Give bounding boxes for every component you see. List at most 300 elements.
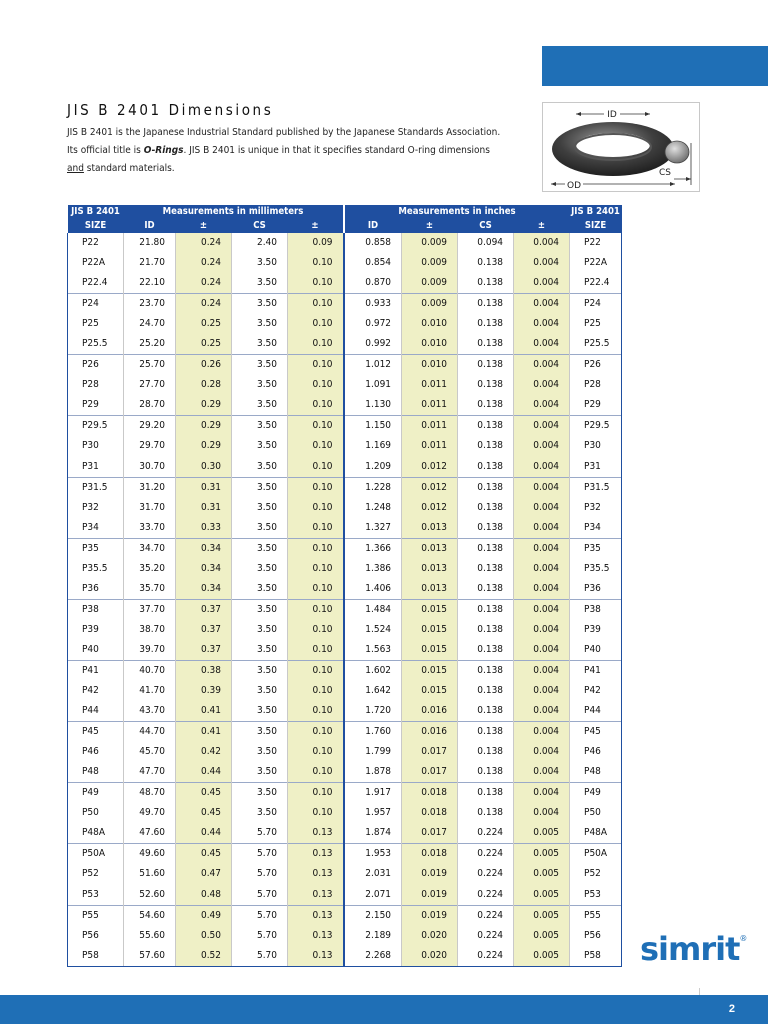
- cell-cs-in: 0.224: [458, 823, 514, 844]
- cell-id-tol-mm: 0.37: [176, 599, 232, 620]
- cell-size-right: P35.5: [570, 559, 622, 579]
- cell-size-right: P44: [570, 701, 622, 722]
- cell-cs-tol-mm: 0.10: [288, 273, 344, 294]
- cell-cs-tol-mm: 0.10: [288, 538, 344, 559]
- cell-id-tol-mm: 0.50: [176, 926, 232, 946]
- cell-id-tol-mm: 0.45: [176, 803, 232, 823]
- cell-size-right: P40: [570, 640, 622, 661]
- cell-cs-mm: 3.50: [232, 314, 288, 334]
- cell-cs-mm: 5.70: [232, 823, 288, 844]
- table-row: [68, 314, 622, 334]
- cell-id-tol-mm: 0.28: [176, 375, 232, 395]
- cell-id-tol-mm: 0.29: [176, 416, 232, 437]
- cell-cs-in: 0.138: [458, 294, 514, 315]
- cell-cs-mm: 3.50: [232, 538, 288, 559]
- cell-id-in: 1.209: [344, 457, 402, 478]
- cell-cs-in: 0.224: [458, 946, 514, 967]
- cell-cs-tol-mm: 0.13: [288, 946, 344, 967]
- cell-id-tol-mm: 0.26: [176, 355, 232, 376]
- cell-size: P40: [68, 640, 124, 661]
- cell-cs-tol-mm: 0.10: [288, 416, 344, 437]
- cell-id-tol-mm: 0.34: [176, 559, 232, 579]
- cell-cs-in: 0.138: [458, 518, 514, 539]
- dimensions-table: [67, 205, 622, 967]
- cell-cs-tol-in: 0.005: [514, 946, 570, 967]
- cell-id-in: 1.327: [344, 518, 402, 539]
- table-row: [68, 681, 622, 701]
- cell-size: P31.5: [68, 477, 124, 498]
- page-number: 2: [728, 1003, 735, 1015]
- cell-id-mm: 37.70: [124, 599, 176, 620]
- cell-size: P55: [68, 905, 124, 926]
- cell-cs-tol-mm: 0.10: [288, 334, 344, 355]
- cell-id-tol-mm: 0.45: [176, 783, 232, 804]
- cell-size: P38: [68, 599, 124, 620]
- cell-id-mm: 21.70: [124, 253, 176, 273]
- cell-cs-tol-mm: 0.10: [288, 498, 344, 518]
- intro-line-2-pre: Its official title is: [67, 145, 144, 156]
- od-label: OD: [566, 181, 582, 191]
- cell-cs-tol-mm: 0.13: [288, 905, 344, 926]
- cell-cs-mm: 5.70: [232, 844, 288, 865]
- cell-size: P24: [68, 294, 124, 315]
- cell-size-right: P34: [570, 518, 622, 539]
- cell-cs-tol-mm: 0.13: [288, 926, 344, 946]
- cell-id-in: 1.169: [344, 436, 402, 456]
- cell-size-right: P22: [570, 233, 622, 253]
- header-col-size-right: SIZE: [570, 219, 622, 233]
- cell-cs-tol-mm: 0.10: [288, 559, 344, 579]
- cell-size: P22.4: [68, 273, 124, 294]
- cell-cs-tol-mm: 0.10: [288, 722, 344, 743]
- cell-id-tol-in: 0.009: [402, 253, 458, 273]
- cell-id-tol-in: 0.015: [402, 660, 458, 681]
- cell-cs-tol-in: 0.004: [514, 498, 570, 518]
- cell-cs-tol-mm: 0.10: [288, 742, 344, 762]
- table-row: [68, 599, 622, 620]
- cell-id-tol-in: 0.013: [402, 518, 458, 539]
- cell-size: P56: [68, 926, 124, 946]
- cell-id-tol-mm: 0.48: [176, 885, 232, 906]
- cell-cs-mm: 3.50: [232, 416, 288, 437]
- table-row: [68, 559, 622, 579]
- cell-id-in: 1.150: [344, 416, 402, 437]
- cell-id-tol-mm: 0.44: [176, 762, 232, 783]
- cell-cs-tol-mm: 0.13: [288, 864, 344, 884]
- cell-cs-mm: 5.70: [232, 885, 288, 906]
- cell-id-tol-mm: 0.49: [176, 905, 232, 926]
- cell-cs-tol-mm: 0.10: [288, 579, 344, 600]
- cell-cs-mm: 3.50: [232, 579, 288, 600]
- cell-id-tol-mm: 0.24: [176, 294, 232, 315]
- cell-cs-in: 0.138: [458, 273, 514, 294]
- cell-id-tol-mm: 0.33: [176, 518, 232, 539]
- cell-cs-tol-mm: 0.10: [288, 620, 344, 640]
- bottom-accent-bar: [0, 995, 768, 1024]
- cell-size: P29: [68, 395, 124, 416]
- table-row: [68, 823, 622, 844]
- cell-size-right: P48A: [570, 823, 622, 844]
- cell-id-tol-mm: 0.37: [176, 640, 232, 661]
- cell-id-in: 0.870: [344, 273, 402, 294]
- cell-cs-mm: 3.50: [232, 518, 288, 539]
- cell-id-in: 2.150: [344, 905, 402, 926]
- cell-size-right: P29.5: [570, 416, 622, 437]
- cell-id-tol-in: 0.016: [402, 722, 458, 743]
- cell-id-tol-mm: 0.42: [176, 742, 232, 762]
- top-accent-bar: [542, 46, 768, 86]
- cell-id-in: 2.268: [344, 946, 402, 967]
- cell-cs-tol-in: 0.004: [514, 375, 570, 395]
- header-inch: Measurements in inches: [344, 205, 570, 219]
- cell-size: P36: [68, 579, 124, 600]
- cell-cs-mm: 3.50: [232, 701, 288, 722]
- table-row: [68, 253, 622, 273]
- cell-id-mm: 28.70: [124, 395, 176, 416]
- cell-size-right: P52: [570, 864, 622, 884]
- cell-size: P25: [68, 314, 124, 334]
- cell-size-right: P55: [570, 905, 622, 926]
- cell-cs-in: 0.138: [458, 599, 514, 620]
- cell-cs-in: 0.138: [458, 477, 514, 498]
- cell-size-right: P56: [570, 926, 622, 946]
- cell-id-mm: 31.20: [124, 477, 176, 498]
- cell-cs-in: 0.138: [458, 742, 514, 762]
- cell-cs-tol-in: 0.004: [514, 681, 570, 701]
- cell-id-mm: 48.70: [124, 783, 176, 804]
- registered-mark: ®: [739, 934, 747, 943]
- cell-cs-tol-in: 0.004: [514, 559, 570, 579]
- logo-text: simrit: [640, 930, 740, 968]
- cell-cs-mm: 3.50: [232, 273, 288, 294]
- table-row: [68, 355, 622, 376]
- header-row-sub: [68, 219, 622, 233]
- header-size-left: JIS B 2401: [68, 205, 124, 219]
- cell-id-tol-in: 0.010: [402, 355, 458, 376]
- cell-cs-mm: 3.50: [232, 640, 288, 661]
- table-row: [68, 416, 622, 437]
- cell-cs-in: 0.138: [458, 640, 514, 661]
- header-col-cs-mm: CS: [232, 219, 288, 233]
- cell-cs-in: 0.138: [458, 436, 514, 456]
- cell-cs-in: 0.138: [458, 334, 514, 355]
- cell-id-tol-in: 0.018: [402, 783, 458, 804]
- cell-id-tol-mm: 0.34: [176, 579, 232, 600]
- cell-id-tol-mm: 0.45: [176, 844, 232, 865]
- intro-line-3-post: standard materials.: [83, 163, 175, 174]
- cell-id-tol-mm: 0.29: [176, 436, 232, 456]
- cell-id-tol-in: 0.013: [402, 579, 458, 600]
- cell-cs-tol-in: 0.004: [514, 395, 570, 416]
- cell-cs-in: 0.224: [458, 905, 514, 926]
- cell-cs-in: 0.138: [458, 498, 514, 518]
- cell-cs-tol-in: 0.004: [514, 620, 570, 640]
- cell-id-tol-in: 0.019: [402, 905, 458, 926]
- table-body: [68, 233, 622, 966]
- cell-id-tol-in: 0.017: [402, 742, 458, 762]
- cell-cs-tol-mm: 0.10: [288, 314, 344, 334]
- cell-id-mm: 22.10: [124, 273, 176, 294]
- cell-size-right: P45: [570, 722, 622, 743]
- cell-cs-tol-mm: 0.10: [288, 783, 344, 804]
- header-col-id-in: ID: [344, 219, 402, 233]
- cell-cs-tol-in: 0.005: [514, 864, 570, 884]
- cell-cs-in: 0.138: [458, 538, 514, 559]
- cell-id-mm: 29.70: [124, 436, 176, 456]
- cell-size: P41: [68, 660, 124, 681]
- cell-id-tol-in: 0.015: [402, 620, 458, 640]
- cell-id-mm: 54.60: [124, 905, 176, 926]
- cell-size: P28: [68, 375, 124, 395]
- cell-size-right: P25.5: [570, 334, 622, 355]
- cell-size: P49: [68, 783, 124, 804]
- header-col-cs-in: CS: [458, 219, 514, 233]
- cell-id-tol-mm: 0.38: [176, 660, 232, 681]
- cell-cs-tol-in: 0.005: [514, 905, 570, 926]
- cell-id-in: 1.563: [344, 640, 402, 661]
- cell-id-tol-mm: 0.41: [176, 722, 232, 743]
- cell-id-tol-mm: 0.25: [176, 334, 232, 355]
- header-col-id-tol-mm: ±: [176, 219, 232, 233]
- cell-id-tol-in: 0.012: [402, 477, 458, 498]
- table-row: [68, 233, 622, 253]
- cell-cs-mm: 5.70: [232, 905, 288, 926]
- cell-id-in: 1.874: [344, 823, 402, 844]
- table-row: [68, 395, 622, 416]
- cell-id-tol-mm: 0.24: [176, 273, 232, 294]
- cell-size: P44: [68, 701, 124, 722]
- cell-id-tol-in: 0.016: [402, 701, 458, 722]
- table-row: [68, 375, 622, 395]
- cell-id-in: 0.992: [344, 334, 402, 355]
- cell-id-in: 1.386: [344, 559, 402, 579]
- table-row: [68, 579, 622, 600]
- cell-cs-mm: 5.70: [232, 864, 288, 884]
- table-row: [68, 864, 622, 884]
- table-row: [68, 722, 622, 743]
- table-row: [68, 457, 622, 478]
- cell-size-right: P38: [570, 599, 622, 620]
- cell-id-in: 1.917: [344, 783, 402, 804]
- table-row: [68, 701, 622, 722]
- cell-cs-mm: 3.50: [232, 436, 288, 456]
- cell-id-mm: 35.70: [124, 579, 176, 600]
- cell-cs-tol-mm: 0.13: [288, 823, 344, 844]
- cell-size-right: P32: [570, 498, 622, 518]
- cell-id-tol-mm: 0.24: [176, 233, 232, 253]
- cell-id-mm: 51.60: [124, 864, 176, 884]
- cell-id-tol-in: 0.015: [402, 599, 458, 620]
- cell-cs-in: 0.138: [458, 375, 514, 395]
- cell-size-right: P30: [570, 436, 622, 456]
- cell-id-tol-in: 0.011: [402, 395, 458, 416]
- cell-size-right: P24: [570, 294, 622, 315]
- cell-id-tol-in: 0.017: [402, 762, 458, 783]
- cell-id-in: 1.091: [344, 375, 402, 395]
- header-size-right: JIS B 2401: [571, 206, 620, 217]
- cell-cs-tol-in: 0.004: [514, 538, 570, 559]
- cell-size: P50A: [68, 844, 124, 865]
- cell-id-tol-in: 0.015: [402, 681, 458, 701]
- table-row: [68, 844, 622, 865]
- cell-cs-tol-in: 0.004: [514, 660, 570, 681]
- cell-cs-in: 0.138: [458, 355, 514, 376]
- cell-cs-mm: 3.50: [232, 660, 288, 681]
- cell-cs-mm: 3.50: [232, 762, 288, 783]
- cell-cs-mm: 3.50: [232, 355, 288, 376]
- cs-label: CS: [659, 168, 671, 178]
- cell-id-mm: 34.70: [124, 538, 176, 559]
- cell-cs-tol-mm: 0.10: [288, 253, 344, 273]
- cell-id-in: 1.957: [344, 803, 402, 823]
- cell-id-in: 1.878: [344, 762, 402, 783]
- cell-id-mm: 31.70: [124, 498, 176, 518]
- intro-and: and: [67, 163, 84, 174]
- cell-cs-in: 0.224: [458, 926, 514, 946]
- intro-paragraph: [67, 124, 537, 178]
- cell-cs-tol-in: 0.004: [514, 701, 570, 722]
- cell-cs-tol-in: 0.004: [514, 294, 570, 315]
- cell-id-in: 1.953: [344, 844, 402, 865]
- cell-id-mm: 35.20: [124, 559, 176, 579]
- cell-size: P22A: [68, 253, 124, 273]
- simrit-logo: [640, 930, 746, 968]
- cell-cs-tol-mm: 0.10: [288, 457, 344, 478]
- cell-cs-tol-in: 0.005: [514, 926, 570, 946]
- cell-id-tol-mm: 0.41: [176, 701, 232, 722]
- cell-id-tol-in: 0.010: [402, 334, 458, 355]
- cell-id-tol-in: 0.017: [402, 823, 458, 844]
- cell-cs-tol-in: 0.004: [514, 334, 570, 355]
- cell-id-in: 1.130: [344, 395, 402, 416]
- cell-id-tol-mm: 0.34: [176, 538, 232, 559]
- cell-size-right: P50A: [570, 844, 622, 865]
- table-row: [68, 905, 622, 926]
- cell-size: P42: [68, 681, 124, 701]
- cell-id-mm: 38.70: [124, 620, 176, 640]
- cell-size-right: P53: [570, 885, 622, 906]
- cell-size: P48: [68, 762, 124, 783]
- cell-id-mm: 29.20: [124, 416, 176, 437]
- cell-cs-tol-in: 0.004: [514, 416, 570, 437]
- cell-id-tol-in: 0.010: [402, 314, 458, 334]
- cell-size: P53: [68, 885, 124, 906]
- cell-cs-mm: 3.50: [232, 375, 288, 395]
- cell-cs-tol-in: 0.004: [514, 273, 570, 294]
- cell-size-right: P28: [570, 375, 622, 395]
- oring-diagram: [542, 102, 700, 192]
- table-row: [68, 620, 622, 640]
- cell-id-tol-mm: 0.52: [176, 946, 232, 967]
- header-row-top: [68, 205, 622, 219]
- cell-size: P30: [68, 436, 124, 456]
- cell-cs-tol-mm: 0.10: [288, 640, 344, 661]
- cell-id-tol-mm: 0.31: [176, 477, 232, 498]
- cell-id-tol-mm: 0.44: [176, 823, 232, 844]
- cell-cs-in: 0.138: [458, 395, 514, 416]
- cell-cs-tol-mm: 0.10: [288, 395, 344, 416]
- cell-size-right: P46: [570, 742, 622, 762]
- cell-id-tol-mm: 0.47: [176, 864, 232, 884]
- cell-id-tol-in: 0.019: [402, 864, 458, 884]
- cell-id-mm: 57.60: [124, 946, 176, 967]
- cell-cs-in: 0.138: [458, 620, 514, 640]
- cell-id-tol-in: 0.011: [402, 416, 458, 437]
- cell-id-mm: 45.70: [124, 742, 176, 762]
- cell-cs-mm: 3.50: [232, 294, 288, 315]
- cell-id-tol-in: 0.020: [402, 946, 458, 967]
- table-row: [68, 436, 622, 456]
- cell-size: P29.5: [68, 416, 124, 437]
- cell-size: P39: [68, 620, 124, 640]
- cell-id-mm: 23.70: [124, 294, 176, 315]
- cell-cs-tol-in: 0.004: [514, 355, 570, 376]
- cell-cs-tol-in: 0.004: [514, 742, 570, 762]
- dimensions-table-wrap: [67, 205, 621, 967]
- cell-size-right: P39: [570, 620, 622, 640]
- cell-cs-tol-in: 0.004: [514, 722, 570, 743]
- cell-cs-in: 0.138: [458, 660, 514, 681]
- cell-id-mm: 25.70: [124, 355, 176, 376]
- header-mm: Measurements in millimeters: [124, 205, 344, 219]
- cell-size: P31: [68, 457, 124, 478]
- cell-id-tol-mm: 0.24: [176, 253, 232, 273]
- cell-cs-mm: 3.50: [232, 498, 288, 518]
- cell-cs-in: 0.138: [458, 701, 514, 722]
- cell-size-right: P22.4: [570, 273, 622, 294]
- cell-id-mm: 33.70: [124, 518, 176, 539]
- cell-size: P45: [68, 722, 124, 743]
- cell-size-right: P48: [570, 762, 622, 783]
- cell-id-mm: 30.70: [124, 457, 176, 478]
- cell-id-mm: 39.70: [124, 640, 176, 661]
- table-row: [68, 762, 622, 783]
- cell-cs-tol-in: 0.004: [514, 233, 570, 253]
- cell-cs-mm: 3.50: [232, 722, 288, 743]
- cell-cs-tol-mm: 0.10: [288, 701, 344, 722]
- cell-id-mm: 27.70: [124, 375, 176, 395]
- cell-cs-in: 0.138: [458, 314, 514, 334]
- cell-id-mm: 52.60: [124, 885, 176, 906]
- cell-size-right: P26: [570, 355, 622, 376]
- cell-id-tol-mm: 0.29: [176, 395, 232, 416]
- cell-cs-mm: 3.50: [232, 803, 288, 823]
- cell-id-in: 2.031: [344, 864, 402, 884]
- table-row: [68, 273, 622, 294]
- cell-id-in: 1.760: [344, 722, 402, 743]
- cell-size-right: P35: [570, 538, 622, 559]
- cell-cs-mm: 3.50: [232, 783, 288, 804]
- cell-cs-tol-in: 0.004: [514, 640, 570, 661]
- cell-size-right: P25: [570, 314, 622, 334]
- cell-id-tol-in: 0.009: [402, 273, 458, 294]
- cell-size: P32: [68, 498, 124, 518]
- cell-id-tol-in: 0.013: [402, 538, 458, 559]
- cell-size: P46: [68, 742, 124, 762]
- cell-id-tol-in: 0.011: [402, 375, 458, 395]
- cell-cs-tol-in: 0.004: [514, 457, 570, 478]
- cell-id-mm: 47.60: [124, 823, 176, 844]
- cell-cs-tol-in: 0.005: [514, 823, 570, 844]
- cell-id-in: 1.484: [344, 599, 402, 620]
- cell-cs-in: 0.224: [458, 844, 514, 865]
- cell-size: P22: [68, 233, 124, 253]
- cell-cs-tol-mm: 0.10: [288, 803, 344, 823]
- table-row: [68, 803, 622, 823]
- page-title: JIS B 2401 Dimensions: [67, 101, 274, 119]
- oring-illustration: [543, 103, 699, 191]
- cell-cs-tol-in: 0.005: [514, 844, 570, 865]
